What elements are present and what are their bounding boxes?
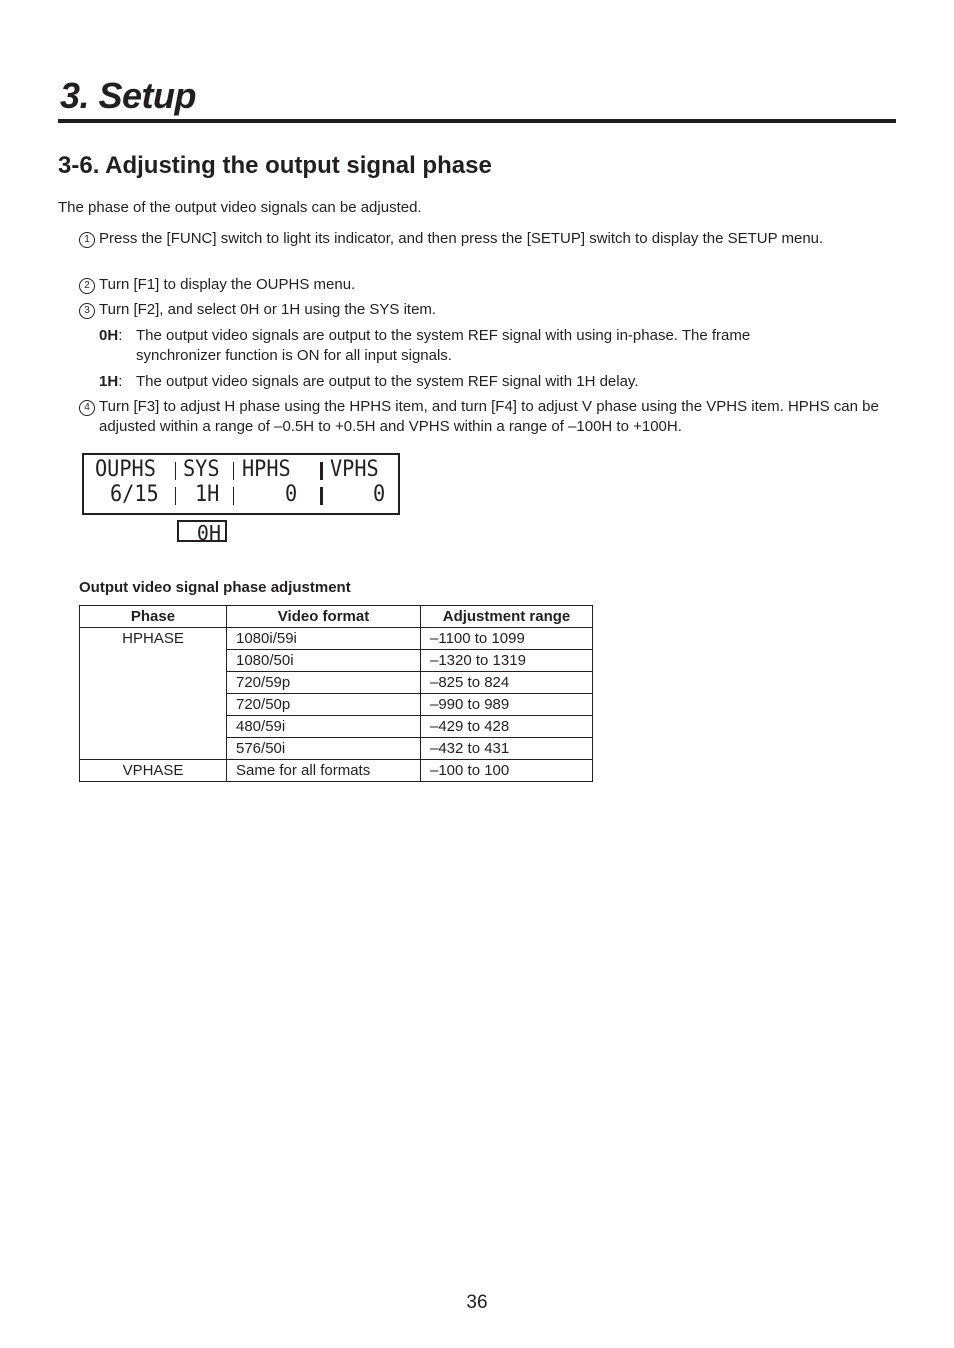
range-cell: –432 to 431 [421, 738, 593, 760]
lcd-separator [233, 462, 234, 480]
table-caption: Output video signal phase adjustment [79, 579, 351, 596]
lcd-hphs-value: 0 [285, 482, 298, 507]
step-text: Turn [F2], and select 0H or 1H using the SYS item. [99, 301, 437, 318]
page-number: 36 [466, 1292, 488, 1313]
section-intro: The phase of the output video signals can be adjusted. [58, 199, 422, 216]
lcd-vphs-label: VPHS [330, 457, 379, 482]
lcd-sys-label: SYS [183, 457, 220, 482]
column-header-adjustment-range: Adjustment range [421, 606, 593, 628]
range-cell: –429 to 428 [421, 716, 593, 738]
range-cell: –1320 to 1319 [421, 650, 593, 672]
column-header-phase: Phase [80, 606, 227, 628]
lcd-separator [175, 462, 176, 480]
chapter-divider [58, 119, 896, 123]
lcd-separator [233, 487, 234, 505]
table-row [80, 760, 593, 782]
table-row [80, 628, 593, 650]
section-title: 3-6. Adjusting the output signal phase [58, 152, 492, 179]
format-cell: 720/50p [227, 694, 421, 716]
format-cell: 1080/50i [227, 650, 421, 672]
sys-option-0h [99, 326, 751, 364]
option-label: 0H [99, 327, 119, 344]
format-cell: 720/59p [227, 672, 421, 694]
lcd-sys-value: 1H [195, 482, 220, 507]
step-text: Press the [FUNC] switch to light its indicator, and then press the [SETUP] switch to display the SETUP menu. [99, 230, 824, 247]
format-cell: 480/59i [227, 716, 421, 738]
format-cell: 1080i/59i [227, 628, 421, 650]
step-text: Turn [F1] to display the OUPHS menu. [99, 276, 356, 293]
option-description: The output video signals are output to the system REF signal with using in-phase. The frame synchronizer function is ON for all input signals. [136, 327, 751, 364]
range-cell: –100 to 100 [421, 760, 593, 782]
lcd-menu-name: OUPHS [95, 457, 156, 482]
lcd-page-indicator: 6/15 [110, 482, 159, 507]
phase-cell-vphase: VPHASE [80, 760, 227, 782]
step-text: Turn [F3] to adjust H phase using the HPHS item, and turn [F4] to adjust V phase using the VPHS item. HPHS can be adjusted within a range of –0.5H to +0.5H and VPHS within a range of –100H to +100H. [99, 398, 879, 435]
lcd-sys-option-popup: 0H [177, 520, 227, 542]
format-cell: Same for all formats [227, 760, 421, 782]
range-cell: –1100 to 1099 [421, 628, 593, 650]
table-header-row [80, 606, 593, 628]
step-number: 1 [79, 232, 95, 248]
sys-option-1h [99, 372, 639, 392]
lcd-separator [175, 487, 176, 505]
chapter-title: 3. Setup [60, 75, 197, 116]
lcd-vphs-value: 0 [373, 482, 386, 507]
step-number: 3 [79, 303, 95, 319]
lcd-separator [320, 462, 323, 480]
lcd-separator [320, 487, 323, 505]
phase-cell-hphase: HPHASE [80, 628, 227, 760]
option-description: The output video signals are output to the system REF signal with 1H delay. [136, 373, 639, 390]
lcd-hphs-label: HPHS [242, 457, 291, 482]
format-cell: 576/50i [227, 738, 421, 760]
range-cell: –990 to 989 [421, 694, 593, 716]
option-label: 1H [99, 373, 119, 390]
phase-adjustment-table [79, 605, 593, 782]
step-number: 2 [79, 278, 95, 294]
lcd-display [82, 453, 400, 515]
column-header-video-format: Video format [227, 606, 421, 628]
option-colon: : [118, 373, 123, 390]
range-cell: –825 to 824 [421, 672, 593, 694]
step-number: 4 [79, 400, 95, 416]
option-colon: : [118, 327, 123, 344]
